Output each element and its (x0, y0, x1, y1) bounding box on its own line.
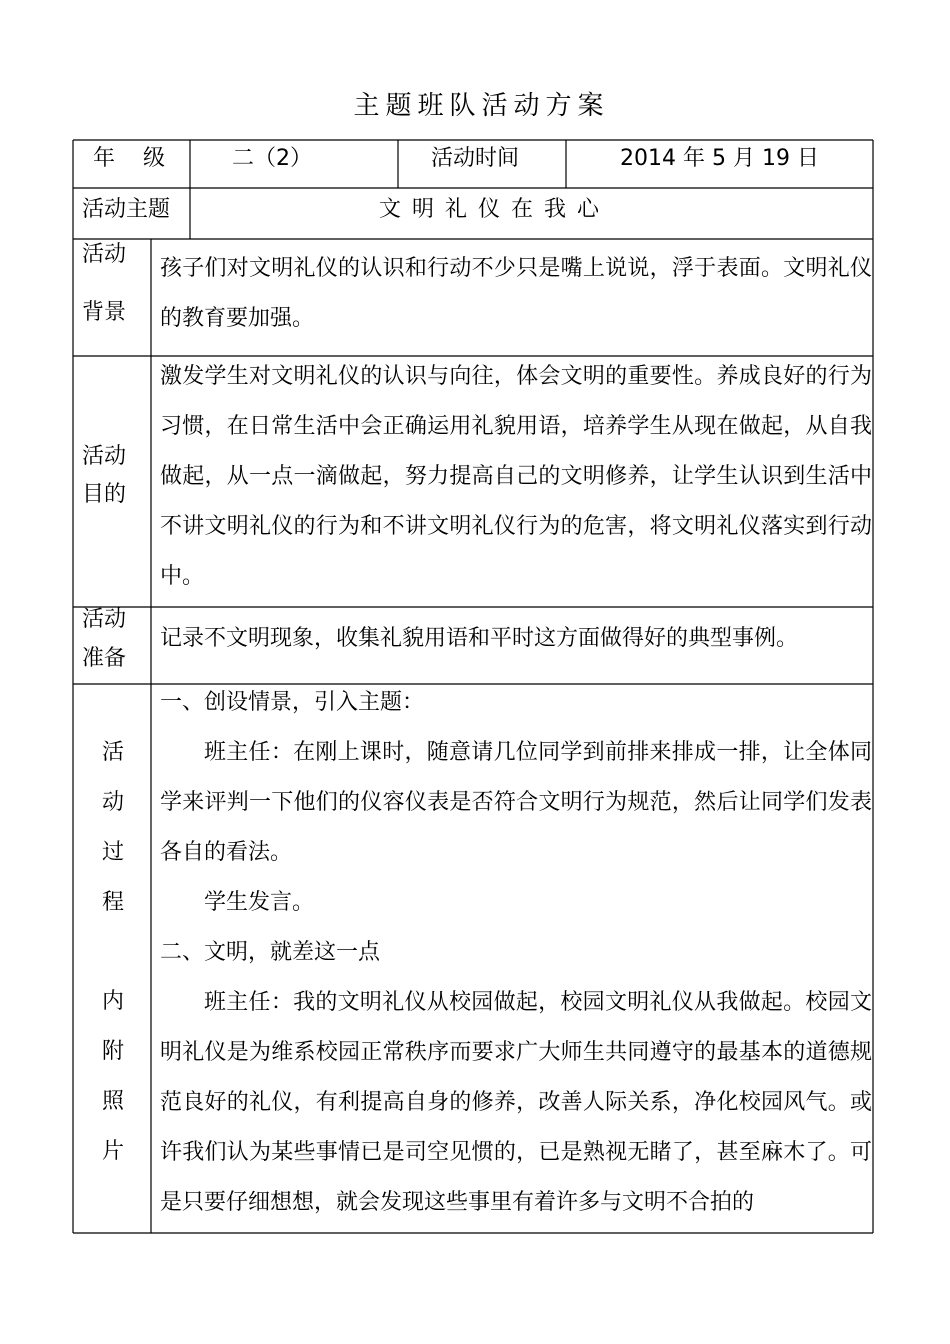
grade-label: 年 级 (93, 146, 165, 171)
prep-label-line1: 活动 (82, 607, 127, 632)
section1-paragraph: 班主任：在刚上课时，随意请几位同学到前排来排成一排，让全体同学来评判一下他们的仪容仪表是否符合文明行为规范，然后让同学们发表各自的看法。 (160, 740, 872, 865)
activity-time-label: 活动时间 (431, 146, 520, 171)
process-label-char: 活 (101, 740, 124, 765)
section2-heading: 二、文明，就差这一点 (160, 940, 381, 965)
section2-paragraph: 班主任：我的文明礼仪从校园做起，校园文明礼仪从我做起。校园文明礼仪是为维系校园正常秩序而要求广大师生共同遵守的最基本的道德规范良好的礼仪，有利提高自身的修养，改善人际关系，净化校园风气。或许我们认为某些事情已是司空见惯的，已是熟视无睹了，甚至麻木了。可是只要仔细想想，就会发现这些事里有着许多与文明不合拍的 (160, 990, 872, 1215)
process-label-char: 照 (101, 1089, 124, 1114)
process-content (160, 678, 872, 1228)
process-label-bottom (76, 977, 150, 1177)
activity-time-value: 2014 年 5 月 19 日 (620, 146, 819, 171)
goal-text: 激发学生对文明礼仪的认识与向往，体会文明的重要性。养成良好的行为习惯，在日常生活中会正确运用礼貌用语，培养学生从现在做起，从自我做起，从一点一滴做起，努力提高自己的文明修养，让学生认识到生活中不讲文明礼仪的行为和不讲文明礼仪行为的危害，将文明礼仪落实到行动中。 (160, 364, 872, 589)
page-title: 主题班队活动方案 (353, 91, 610, 121)
theme-label: 活动主题 (82, 197, 171, 222)
process-label-char: 内 (101, 989, 124, 1014)
section1-heading: 一、创设情景，引入主题： (160, 690, 425, 715)
goal-label-line2: 目的 (82, 482, 127, 507)
prep-label-line2: 准备 (82, 646, 127, 671)
process-label-char: 程 (101, 890, 124, 915)
background-text: 孩子们对文明礼仪的认识和行动不少只是嘴上说说，浮于表面。文明礼仪的教育要加强。 (160, 256, 872, 331)
grade-value: 二（2） (232, 146, 312, 171)
process-label-top (76, 728, 150, 928)
theme-value: 文 明 礼 仪 在 我 心 (379, 197, 601, 222)
goal-label-line1: 活动 (82, 444, 127, 469)
process-label-char: 附 (101, 1039, 124, 1064)
background-label-line2: 背景 (82, 300, 127, 325)
process-label-char: 动 (101, 790, 124, 815)
background-label-line1: 活动 (82, 242, 127, 267)
prep-text: 记录不文明现象，收集礼貌用语和平时这方面做得好的典型事例。 (160, 626, 799, 651)
process-label-char: 过 (101, 840, 124, 865)
section1-student-line: 学生发言。 (204, 890, 315, 915)
process-label-char: 片 (101, 1139, 124, 1164)
